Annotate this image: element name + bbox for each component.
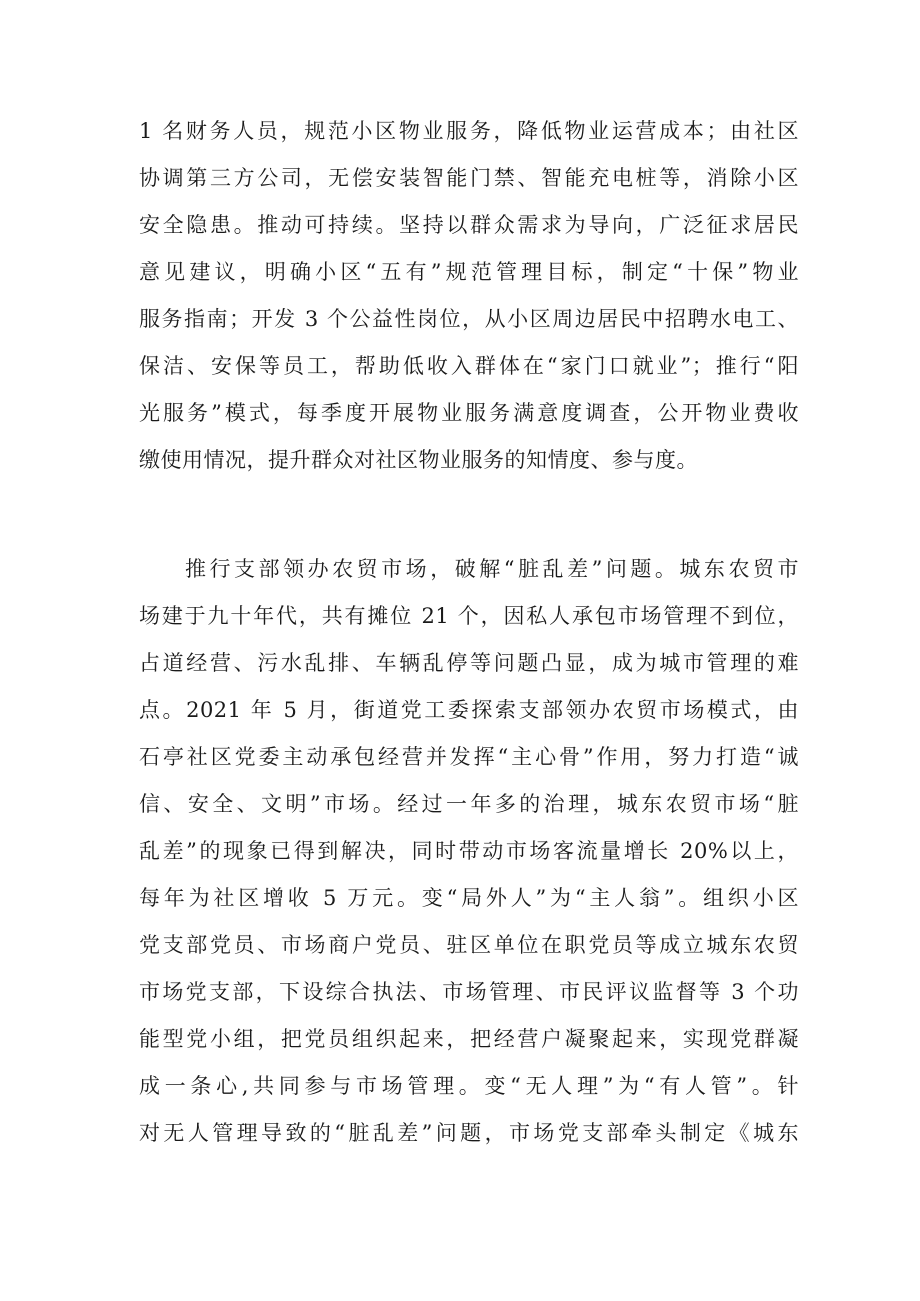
paragraph-line: 协调第三方公司，无偿安装智能门禁、智能充电桩等，消除小区 xyxy=(139,166,799,190)
paragraph-line: 石亭社区党委主动承包经营并发挥“主心骨”作用，努力打造“诚 xyxy=(139,745,799,769)
paragraph-line: 1 名财务人员，规范小区物业服务，降低物业运营成本；由社区 xyxy=(139,119,799,143)
paragraph-line: 党支部党员、市场商户党员、驻区单位在职党员等成立城东农贸 xyxy=(139,933,799,957)
paragraph-line: 成一条心,共同参与市场管理。变“无人理”为“有人管”。针 xyxy=(139,1074,799,1098)
paragraph-line: 市场党支部，下设综合执法、市场管理、市民评议监督等 3 个功 xyxy=(139,980,799,1004)
paragraph-property-service xyxy=(139,108,799,484)
paragraph-line: 缴使用情况，提升群众对社区物业服务的知情度、参与度。 xyxy=(139,448,698,472)
paragraph-line: 每年为社区增收 5 万元。变“局外人”为“主人翁”。组织小区 xyxy=(139,886,799,910)
paragraph-line: 保洁、安保等员工，帮助低收入群体在“家门口就业”；推行“阳 xyxy=(139,354,799,378)
paragraph-line: 乱差”的现象已得到解决，同时带动市场客流量增长 20%以上， xyxy=(139,839,799,863)
paragraph-line: 点。2021 年 5 月，街道党工委探索支部领办农贸市场模式，由 xyxy=(139,698,799,722)
paragraph-line: 场建于九十年代，共有摊位 21 个，因私人承包市场管理不到位， xyxy=(139,604,799,628)
paragraph-market-management xyxy=(139,546,799,1157)
paragraph-line: 光服务”模式，每季度开展物业服务满意度调查，公开物业费收 xyxy=(139,401,799,425)
paragraph-line: 服务指南；开发 3 个公益性岗位，从小区周边居民中招聘水电工、 xyxy=(139,307,799,331)
paragraph-line: 对无人管理导致的“脏乱差”问题，市场党支部牵头制定《城东 xyxy=(139,1121,799,1145)
paragraph-line: 能型党小组，把党员组织起来，把经营户凝聚起来，实现党群凝 xyxy=(139,1027,799,1051)
paragraph-line: 安全隐患。推动可持续。坚持以群众需求为导向，广泛征求居民 xyxy=(139,213,799,237)
paragraph-line: 推行支部领办农贸市场，破解“脏乱差”问题。城东农贸市 xyxy=(185,557,799,581)
paragraph-line: 意见建议，明确小区“五有”规范管理目标，制定“十保”物业 xyxy=(139,260,799,284)
paragraph-line: 占道经营、污水乱排、车辆乱停等问题凸显，成为城市管理的难 xyxy=(139,651,799,675)
paragraph-line: 信、安全、文明”市场。经过一年多的治理，城东农贸市场“脏 xyxy=(139,792,799,816)
